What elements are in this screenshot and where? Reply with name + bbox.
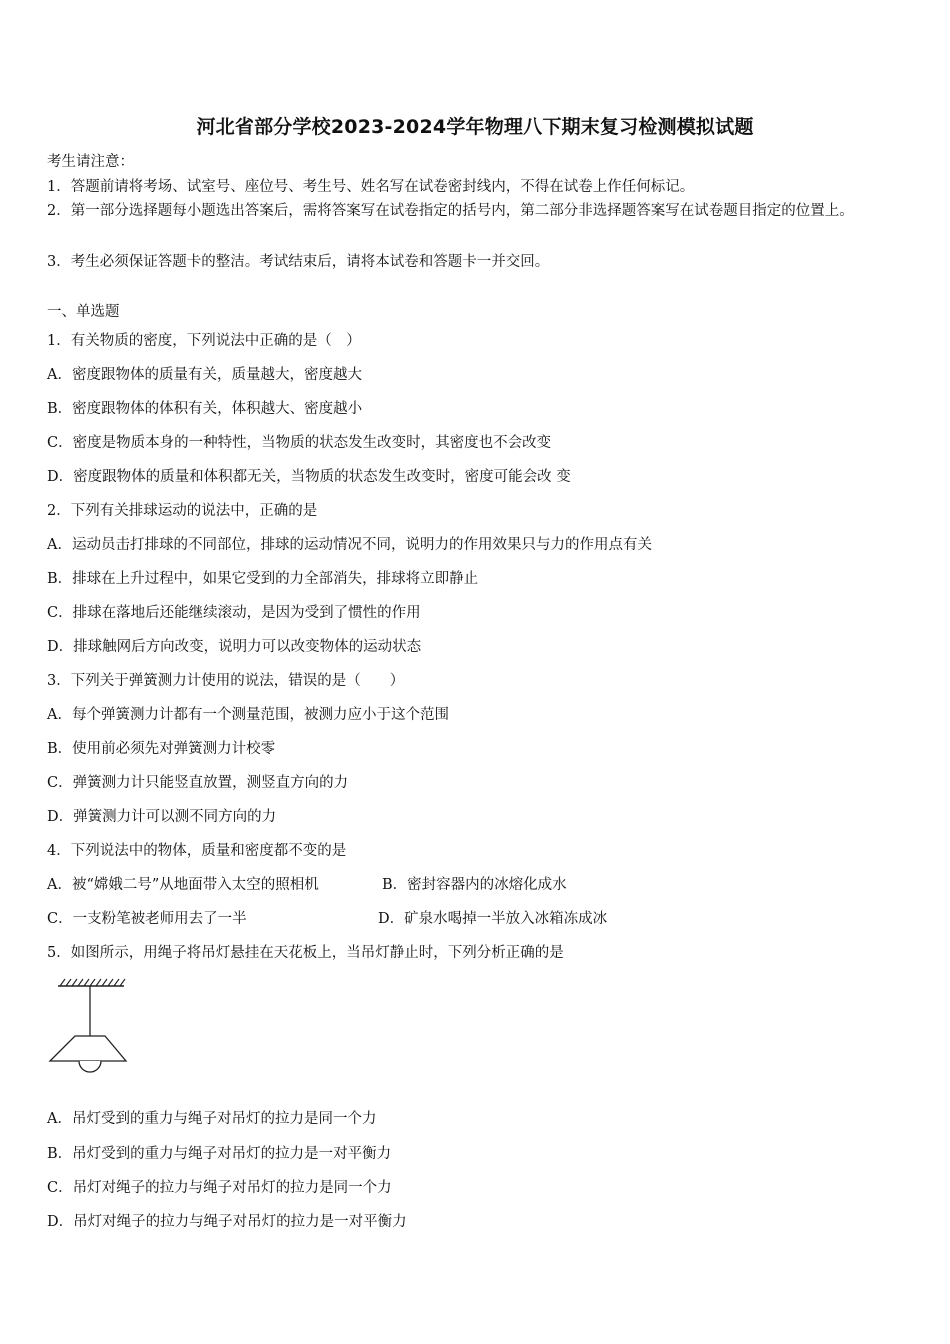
question-option: C．一支粉笔被老师用去了一半 xyxy=(47,911,247,927)
question-option: A．密度跟物体的质量有关，质量越大，密度越大 xyxy=(47,367,362,383)
question-option: A．运动员击打排球的不同部位，排球的运动情况不同，说明力的作用效果只与力的作用点有关 xyxy=(47,537,652,553)
question-stem: 4．下列说法中的物体，质量和密度都不变的是 xyxy=(47,843,347,859)
question-option: D．排球触网后方向改变，说明力可以改变物体的运动状态 xyxy=(47,639,422,655)
page-title: 河北省部分学校2023-2024学年物理八下期末复习检测模拟试题 xyxy=(196,116,754,138)
question-option: C．弹簧测力计只能竖直放置，测竖直方向的力 xyxy=(47,775,349,791)
question-stem: 5．如图所示，用绳子将吊灯悬挂在天花板上，当吊灯静止时，下列分析正确的是 xyxy=(47,945,564,961)
question-option: C．吊灯对绳子的拉力与绳子对吊灯的拉力是同一个力 xyxy=(47,1180,392,1196)
question-option: D．矿泉水喝掉一半放入冰箱冻成冰 xyxy=(378,911,608,927)
hanging-lamp-icon xyxy=(44,975,134,1075)
question-stem: 3．下列关于弹簧测力计使用的说法，错误的是（ ） xyxy=(47,673,405,689)
question-option: B．密度跟物体的体积有关，体积越大、密度越小 xyxy=(47,401,363,417)
question-option: A．每个弹簧测力计都有一个测量范围，被测力应小于这个范围 xyxy=(47,707,449,723)
question-option: C．排球在落地后还能继续滚动，是因为受到了惯性的作用 xyxy=(47,605,421,621)
notice-item: 3．考生必须保证答题卡的整洁。考试结束后，请将本试卷和答题卡一并交回。 xyxy=(47,254,550,270)
hanging-lamp-diagram xyxy=(44,975,134,1075)
question-option: B．使用前必须先对弹簧测力计校零 xyxy=(47,741,276,757)
question-stem: 1．有关物质的密度，下列说法中正确的是（ ） xyxy=(47,333,361,349)
question-option: A．被“嫦娥二号”从地面带入太空的照相机 xyxy=(47,877,319,893)
question-stem: 2．下列有关排球运动的说法中，正确的是 xyxy=(47,503,318,519)
question-option: D．吊灯对绳子的拉力与绳子对吊灯的拉力是一对平衡力 xyxy=(47,1214,407,1230)
question-option: D．密度跟物体的质量和体积都无关，当物质的状态发生改变时，密度可能会改 变 xyxy=(47,469,571,485)
notice-item: 1．答题前请将考场、试室号、座位号、考生号、姓名写在试卷密封线内，不得在试卷上作任何标记。 xyxy=(47,179,695,195)
question-option: B．密封容器内的冰熔化成水 xyxy=(382,877,567,893)
notice-item: 2．第一部分选择题每小题选出答案后，需将答案写在试卷指定的括号内，第二部分非选择题答案写在试卷题目指定的位置上。 xyxy=(47,203,854,219)
question-option: B．排球在上升过程中，如果它受到的力全部消失，排球将立即静止 xyxy=(47,571,479,587)
question-option: D．弹簧测力计可以测不同方向的力 xyxy=(47,809,277,825)
question-option: A．吊灯受到的重力与绳子对吊灯的拉力是同一个力 xyxy=(47,1111,377,1127)
question-option: B．吊灯受到的重力与绳子对吊灯的拉力是一对平衡力 xyxy=(47,1146,392,1162)
notice-heading: 考生请注意： xyxy=(47,154,134,170)
question-option: C．密度是物质本身的一种特性，当物质的状态发生改变时，其密度也不会改变 xyxy=(47,435,552,451)
section-title: 一、单选题 xyxy=(47,304,120,320)
